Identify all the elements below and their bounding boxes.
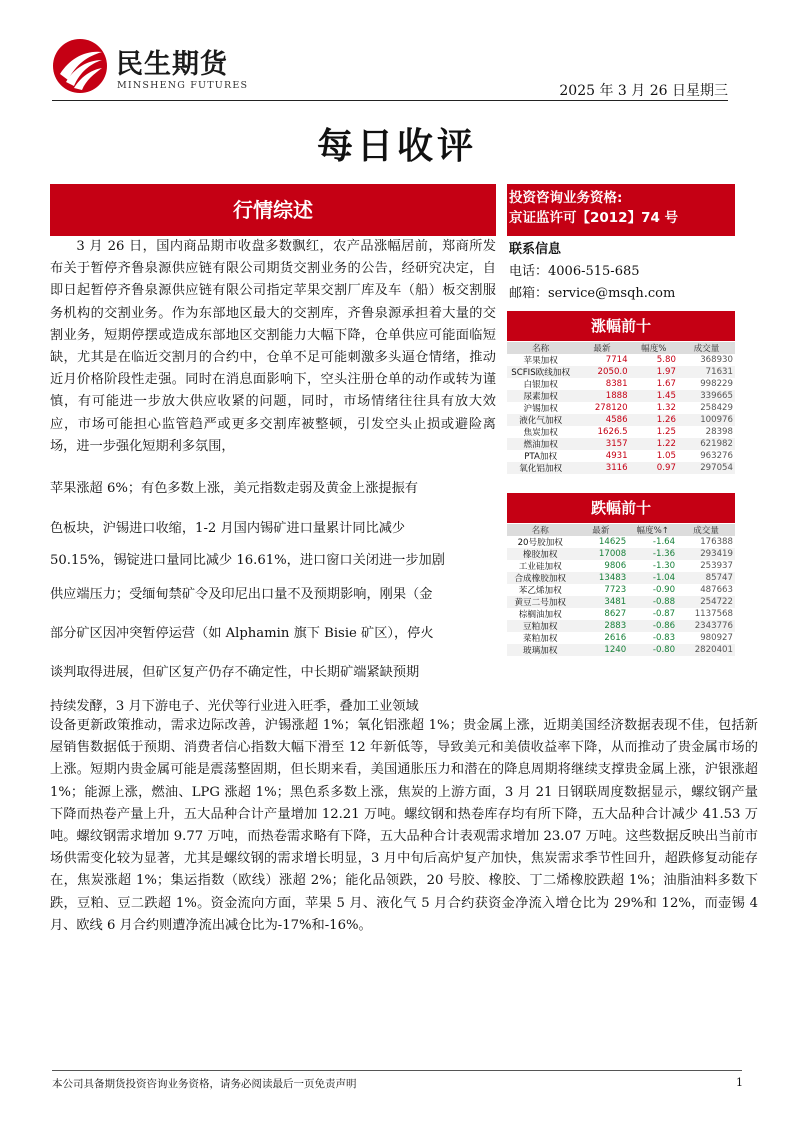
last-price: 7723 <box>573 584 628 596</box>
col-name: 名称 <box>507 342 574 354</box>
col-vol: 成交量 <box>677 524 735 536</box>
volume: 254722 <box>677 596 735 608</box>
table-row <box>507 548 735 560</box>
volume: 368930 <box>678 354 735 366</box>
change-pct: 1.22 <box>630 438 678 450</box>
last-price: 2616 <box>573 632 628 644</box>
losers-table <box>507 524 735 656</box>
change-pct: -1.04 <box>628 572 677 584</box>
change-pct: 1.25 <box>630 426 678 438</box>
volume: 176388 <box>677 536 735 548</box>
table-row <box>507 560 735 572</box>
table-row <box>507 462 735 474</box>
change-pct: 5.80 <box>630 354 678 366</box>
volume: 998229 <box>678 378 735 390</box>
table-row <box>507 402 735 414</box>
volume: 2820401 <box>677 644 735 656</box>
contact-phone <box>509 260 640 279</box>
qualification-box <box>507 184 735 236</box>
change-pct: -0.86 <box>628 620 677 632</box>
instrument-name: 棕榈油加权 <box>507 608 573 620</box>
volume: 339665 <box>678 390 735 402</box>
last-price: 2883 <box>573 620 628 632</box>
last-price: 13483 <box>573 572 628 584</box>
last-price: 4931 <box>574 450 629 462</box>
last-price: 1888 <box>574 390 629 402</box>
instrument-name: 合成橡胶加权 <box>507 572 573 584</box>
instrument-name: 氧化铝加权 <box>507 462 574 474</box>
table-row <box>507 536 735 548</box>
volume: 258429 <box>678 402 735 414</box>
change-pct: -1.30 <box>628 560 677 572</box>
phone-label: 电话： <box>509 264 549 279</box>
table-row <box>507 608 735 620</box>
col-last: 最新 <box>574 342 629 354</box>
table-row <box>507 378 735 390</box>
section-heading: 行情综述 <box>50 184 496 236</box>
market-line-7: 持续发酵，3 月下游电子、光伏等行业进入旺季，叠加工业领域 <box>50 699 419 714</box>
last-price: 7714 <box>574 354 629 366</box>
change-pct: 1.67 <box>630 378 678 390</box>
change-pct: 1.45 <box>630 390 678 402</box>
footer-divider <box>52 1070 742 1071</box>
gainers-header-row <box>507 342 735 354</box>
last-price: 8381 <box>574 378 629 390</box>
volume: 621982 <box>678 438 735 450</box>
qualification-line-1: 投资咨询业务资格: <box>509 190 623 206</box>
change-pct: -0.88 <box>628 596 677 608</box>
last-price: 2050.0 <box>574 366 629 378</box>
table-row <box>507 450 735 462</box>
instrument-name: 液化气加权 <box>507 414 574 426</box>
table-row <box>507 644 735 656</box>
volume: 963276 <box>678 450 735 462</box>
volume: 71631 <box>678 366 735 378</box>
col-last: 最新 <box>573 524 628 536</box>
volume: 28398 <box>678 426 735 438</box>
instrument-name: 苹果加权 <box>507 354 574 366</box>
change-pct: -1.36 <box>628 548 677 560</box>
table-row <box>507 366 735 378</box>
instrument-name: 工业硅加权 <box>507 560 573 572</box>
footer-disclaimer: 本公司具备期货投资咨询业务资格，请务必阅读最后一页免责声明 <box>52 1078 357 1090</box>
gainers-heading: 涨幅前十 <box>507 311 735 341</box>
market-paragraph-1: 3 月 26 日，国内商品期市收盘多数飘红，农产品涨幅居前，郑商所发布关于暂停齐鲁泉源供应链有限公司期货交割业务的公告，经研究决定，自即日起暂停齐鲁泉源供应链有限公司指定苹果交割厂库及车（船）板交割服务机构的交割业务。作为东部地区最大的交割库，齐鲁泉源承担着大量的交割业务，短期停摆或造成东部地区交割能力大幅下降，仓单供应可能面临短缺，尤其是在临近交割月的合约中，仓单不足可能刺激多头逼仓情绪，推动近月价格阶段性走强。同时在消息面影响下，空头注册仓单的动作或转为谨慎，有可能进一步放大供应收紧的问题，同时，市场情绪往往具有放大效应，市场可能担心监管趋严或更多交割库被整顿，引发空头止损或避险离场，进一步强化短期利多氛围， <box>50 239 496 454</box>
change-pct: 1.97 <box>630 366 678 378</box>
last-price: 3116 <box>574 462 629 474</box>
header-divider <box>52 100 728 101</box>
change-pct: -0.87 <box>628 608 677 620</box>
volume: 293419 <box>677 548 735 560</box>
email-address[interactable]: service@msqh.com <box>548 286 676 301</box>
volume: 487663 <box>677 584 735 596</box>
instrument-name: 燃油加权 <box>507 438 574 450</box>
instrument-name: PTA加权 <box>507 450 574 462</box>
report-date: 2025 年 3 月 26 日星期三 <box>559 83 728 99</box>
last-price: 1240 <box>573 644 628 656</box>
last-price: 4586 <box>574 414 629 426</box>
instrument-name: 20号胶加权 <box>507 536 573 548</box>
change-pct: -0.83 <box>628 632 677 644</box>
instrument-name: 焦炭加权 <box>507 426 574 438</box>
table-row <box>507 620 735 632</box>
last-price: 3481 <box>573 596 628 608</box>
last-price: 8627 <box>573 608 628 620</box>
table-row <box>507 414 735 426</box>
market-line-1: 苹果涨超 6%；有色多数上涨，美元指数走弱及黄金上涨提振有 <box>50 481 418 496</box>
market-line-2: 色板块，沪锡进口收缩，1-2 月国内锡矿进口量累计同比减少 <box>50 521 406 536</box>
instrument-name: 沪锡加权 <box>507 402 574 414</box>
market-line-6: 谈判取得进展，但矿区复产仍存不确定性，中长期矿端紧缺预期 <box>50 665 420 680</box>
volume: 297054 <box>678 462 735 474</box>
table-row <box>507 596 735 608</box>
page-number: 1 <box>736 1076 743 1089</box>
table-row <box>507 572 735 584</box>
contact-email <box>509 282 675 301</box>
last-price: 17008 <box>573 548 628 560</box>
volume: 980927 <box>677 632 735 644</box>
email-label: 邮箱： <box>509 286 549 301</box>
instrument-name: 玻璃加权 <box>507 644 573 656</box>
last-price: 1626.5 <box>574 426 629 438</box>
instrument-name: 菜粕加权 <box>507 632 573 644</box>
gainers-table <box>507 342 735 474</box>
logo-icon <box>52 38 108 94</box>
change-pct: -1.64 <box>628 536 677 548</box>
change-pct: 1.05 <box>630 450 678 462</box>
market-line-4: 供应端压力；受缅甸禁矿令及印尼出口量不及预期影响，刚果（金 <box>50 587 433 602</box>
table-row <box>507 354 735 366</box>
qualification-line-2: 京证监许可【2012】74 号 <box>509 210 679 226</box>
instrument-name: 白银加权 <box>507 378 574 390</box>
market-line-3: 50.15%，锡锭进口量同比减少 16.61%，进口窗口关闭进一步加剧 <box>50 553 445 568</box>
brand-name: 民生期货 <box>116 49 228 80</box>
table-row <box>507 390 735 402</box>
volume: 253937 <box>677 560 735 572</box>
change-pct: 1.32 <box>630 402 678 414</box>
last-price: 278120 <box>574 402 629 414</box>
change-pct: 0.97 <box>630 462 678 474</box>
losers-header-row <box>507 524 735 536</box>
phone-number[interactable]: 4006-515-685 <box>548 264 640 279</box>
page-title: 每日收评 <box>316 125 477 167</box>
instrument-name: SCFIS欧线加权 <box>507 366 574 378</box>
volume: 100976 <box>678 414 735 426</box>
instrument-name: 黄豆二号加权 <box>507 596 573 608</box>
change-pct: 1.26 <box>630 414 678 426</box>
col-vol: 成交量 <box>678 342 735 354</box>
instrument-name: 橡胶加权 <box>507 548 573 560</box>
instrument-name: 苯乙烯加权 <box>507 584 573 596</box>
volume: 85747 <box>677 572 735 584</box>
volume: 2343776 <box>677 620 735 632</box>
col-pct: 幅度% <box>630 342 678 354</box>
last-price: 9806 <box>573 560 628 572</box>
instrument-name: 豆粕加权 <box>507 620 573 632</box>
volume: 1137568 <box>677 608 735 620</box>
brand-name-en: MINSHENG FUTURES <box>117 80 249 91</box>
contact-title: 联系信息 <box>509 242 562 257</box>
table-row <box>507 632 735 644</box>
table-row <box>507 426 735 438</box>
table-row <box>507 584 735 596</box>
col-name: 名称 <box>507 524 573 536</box>
table-row <box>507 438 735 450</box>
change-pct: -0.80 <box>628 644 677 656</box>
losers-heading: 跌幅前十 <box>507 493 735 523</box>
market-paragraph-2: 设备更新政策推动，需求边际改善，沪锡涨超 1%；氧化铝涨超 1%；贵金属上涨，近期美国经济数据表现不佳，包括新屋销售数据低于预期、消费者信心指数大幅下滑至 12 年新低等，导致美元和美债收益率下降，从而推动了贵金属市场的上涨。短期内贵金属可能是震荡整固期，但长期来看，美国通胀压力和潜在的降息周期将继续支撑贵金属上涨，沪银涨超 1%；能源上涨，燃油、LPG 涨超 1%；黑色系多数上涨，焦炭的上游方面，3 月 21 日钢联周度数据显示，螺纹钢产量下降而热卷产量上升，五大品种合计产量增加 12.21 万吨。螺纹钢和热卷库存均有所下降，五大品种合计减少 41.53 万吨。螺纹钢需求增加 9.77 万吨，而热卷需求略有下降，五大品种合计表观需求增加 23.07 万吨。这些数据反映出当前市场供需变化较为显著，尤其是螺纹钢的需求增长明显，3 月中旬后高炉复产加快，焦炭需求季节性回升，超跌修复动能存在，焦炭涨超 1%；集运指数（欧线）涨超 2%；能化品领跌，20 号胶、橡胶、丁二烯橡胶跌超 1%；油脂油料多数下跌，豆粕、豆二跌超 1%。资金流向方面，苹果 5 月、液化气 5 月合约获资金净流入增仓比为 29%和 12%，而壶锡 4 月、欧线 6 月合约则遭净流出减仓比为-17%和-16%。 <box>50 718 758 933</box>
change-pct: -0.90 <box>628 584 677 596</box>
market-line-5: 部分矿区因冲突暂停运营（如 Alphamin 旗下 Bisie 矿区），停火 <box>50 626 434 641</box>
col-pct: 幅度%↑ <box>628 524 677 536</box>
last-price: 3157 <box>574 438 629 450</box>
last-price: 14625 <box>573 536 628 548</box>
instrument-name: 尿素加权 <box>507 390 574 402</box>
